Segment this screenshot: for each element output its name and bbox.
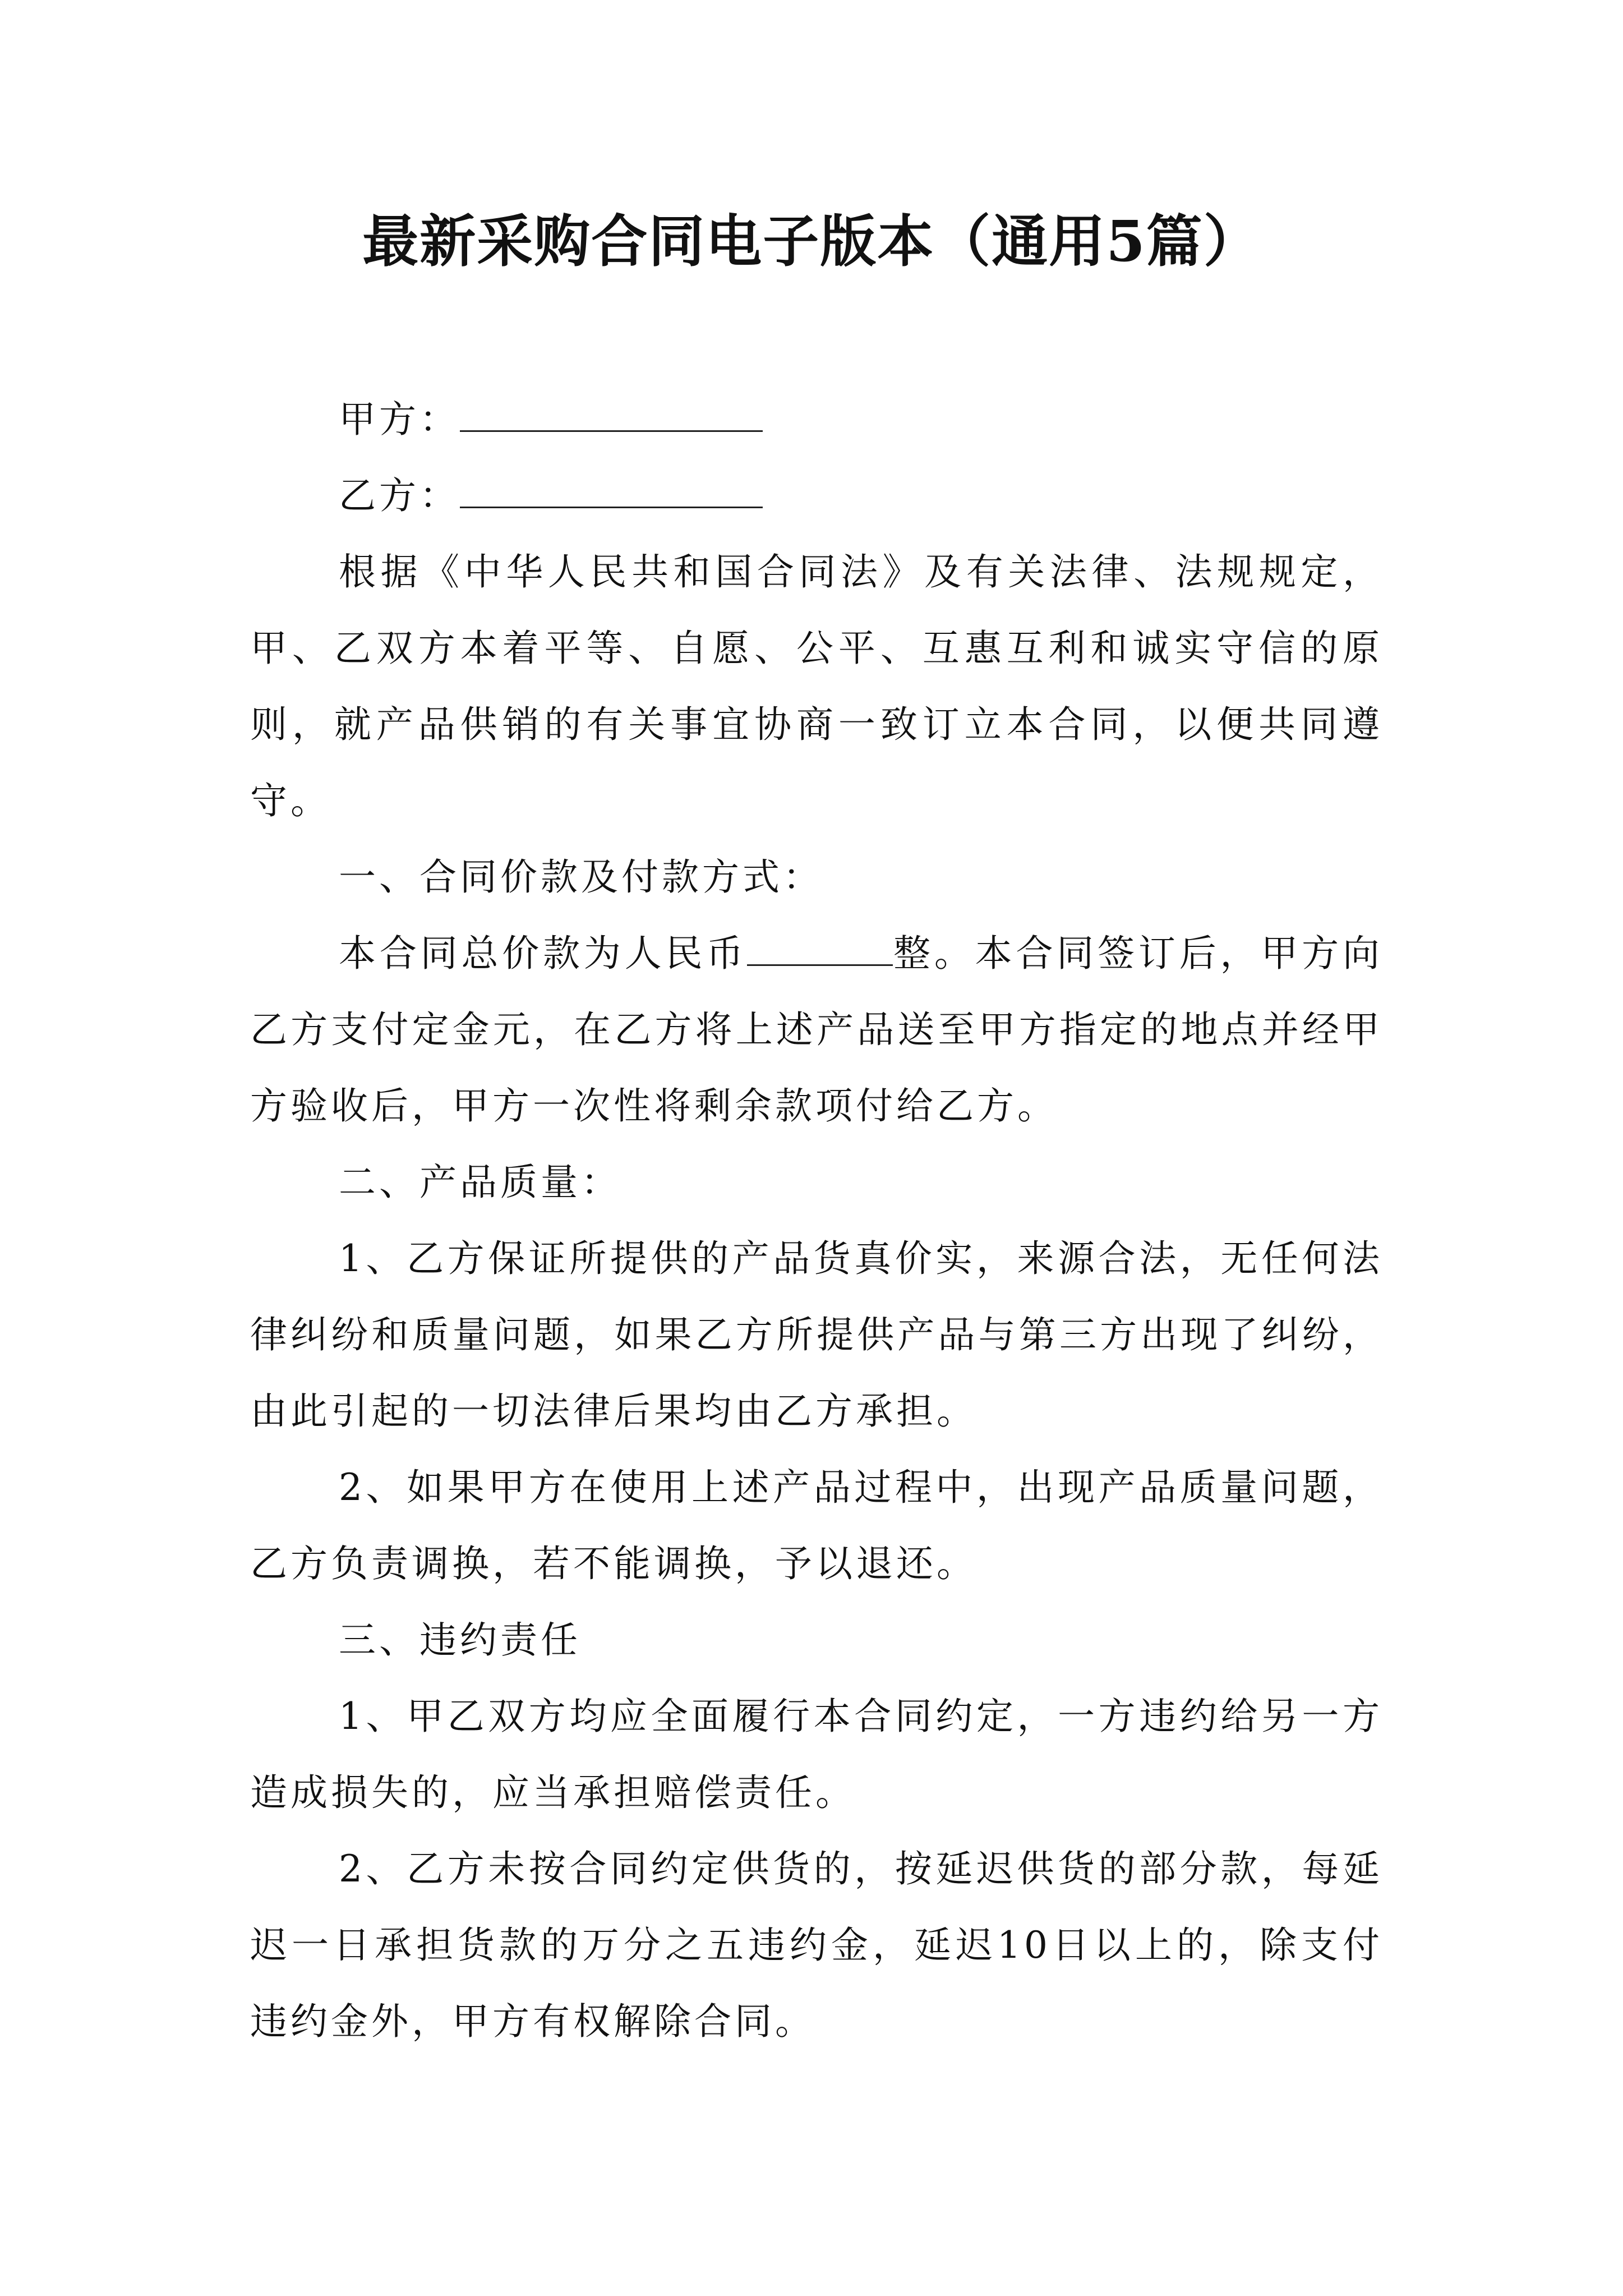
document-title: 最新采购合同电子版本（通用5篇） — [362, 208, 1261, 274]
party-b-label: 乙方： — [339, 474, 460, 517]
party-a-line — [250, 381, 1383, 458]
section1-text-before: 本合同总价款为人民币 — [339, 932, 748, 975]
section3-item-1: 1、甲乙双方均应全面履行本合同约定，一方违约给另一方造成损失的，应当承担赔偿责任。 — [250, 1695, 1383, 1814]
section2-heading: 二、产品质量： — [339, 1161, 621, 1204]
section3-heading: 三、违约责任 — [339, 1618, 581, 1662]
section1-paragraph — [250, 915, 1383, 1144]
section2-item-1: 1、乙方保证所提供的产品货真价实，来源合法，无任何法律纠纷和质量问题，如果乙方所提供产品与第三方出现了纠纷，由此引起的一切法律后果均由乙方承担。 — [250, 1237, 1383, 1433]
price-blank — [747, 922, 893, 966]
section1-text-after: 整。本合同签订后，甲方向乙方支付定金元，在乙方将上述产品送至甲方指定的地点并经甲方验收后，甲方一次性将剩余款项付给乙方。 — [250, 932, 1384, 1128]
section1-heading: 一、合同价款及付款方式： — [339, 855, 823, 899]
document-body — [250, 381, 1383, 2060]
party-a-blank — [460, 388, 763, 432]
section2-item-2: 2、如果甲方在使用上述产品过程中，出现产品质量问题，乙方负责调换，若不能调换，予以退还。 — [250, 1466, 1383, 1585]
section3-item-2: 2、乙方未按合同约定供货的，按延迟供货的部分款，每延迟一日承担货款的万分之五违约金，延迟10日以上的，除支付违约金外，甲方有权解除合同。 — [250, 1847, 1383, 2043]
party-a-label: 甲方： — [339, 398, 460, 441]
party-b-blank — [460, 464, 763, 508]
preamble-paragraph: 根据《中华人民共和国合同法》及有关法律、法规规定，甲、乙双方本着平等、自愿、公平、互惠互利和诚实守信的原则，就产品供销的有关事宜协商一致订立本合同，以便共同遵守。 — [250, 550, 1383, 822]
party-b-line — [250, 458, 1383, 534]
